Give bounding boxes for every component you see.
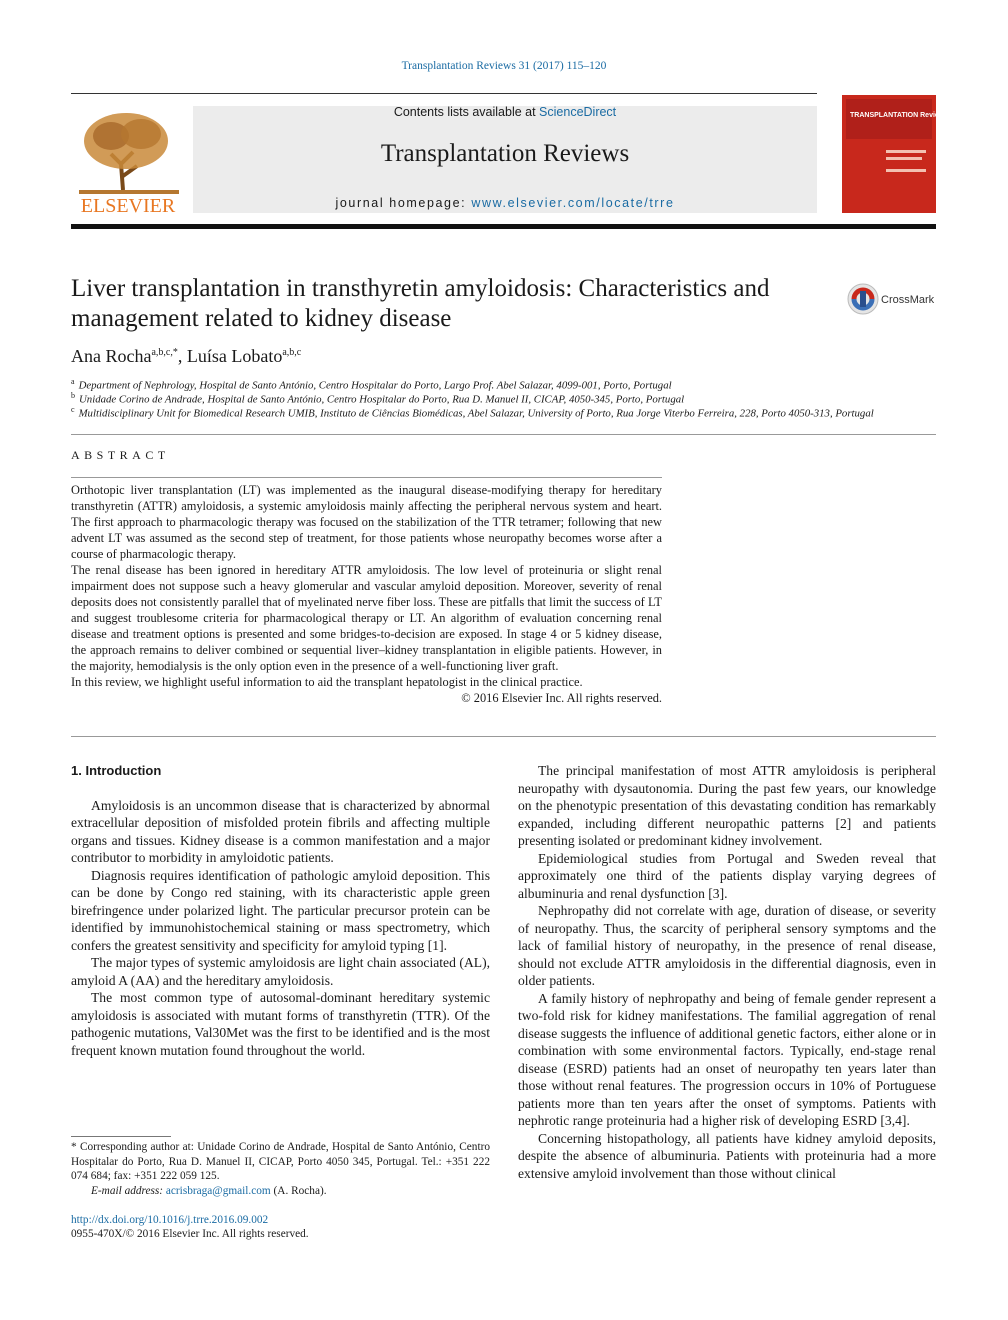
body-paragraph: The most common type of autosomal-dominant hereditary systemic amyloidosis is associated with mutant forms of transthyretin (TTR). Of the pathogenic mutations, Val30Met was the first to be identified and is the most frequent known mutation found throughout the world.	[71, 990, 490, 1058]
affiliation-text: Department of Nephrology, Hospital de Santo António, Centro Hospitalar do Porto, Largo Prof. Abel Salazar, 4099-001, Porto, Portugal	[78, 379, 672, 392]
author-affiliation-marks[interactable]: a,b,c	[282, 347, 302, 358]
email-label: E-mail address:	[91, 1184, 166, 1197]
abstract-paragraph: Orthotopic liver transplantation (LT) was implemented as the inaugural disease-modifying therapy for hereditary transthyretin (ATTR) amyloidosis, a systemic amyloidosis mainly affecting the peripheral nervous system and heart. The first approach to pharmacologic therapy was focused on the stabilization of the TTR tetramer; following that new advent LT was assumed as the second step of treatment, for those patients whose neuropathy becomes worse after a course of pharmacologic therapy.	[71, 483, 662, 561]
author-affiliation-marks[interactable]: a,b,c,*	[151, 347, 178, 358]
author-list	[71, 346, 301, 367]
affiliation	[71, 391, 936, 406]
affiliation-mark: a	[71, 377, 75, 386]
affiliation-text: Multidisciplinary Unit for Biomedical Research UMIB, Instituto de Ciências Biomédicas, Abel Salazar, University of Porto, Rua Jorge Viterbo Ferreira, 228, Porto 4050-313, Portugal	[78, 407, 874, 420]
sciencedirect-link[interactable]: ScienceDirect	[539, 105, 617, 119]
journal-citation[interactable]: Transplantation Reviews 31 (2017) 115–120	[401, 60, 607, 72]
affiliation	[71, 405, 936, 420]
body-right-column	[518, 762, 936, 1182]
section-heading: 1. Introduction	[71, 763, 162, 778]
affiliation	[71, 377, 936, 392]
contents-line	[193, 105, 817, 119]
body-paragraph: Concerning histopathology, all patients have kidney amyloid deposits, despite the absence of albuminuria. Patients with proteinuria had a more extensive amyloid involvement than those without clinical	[518, 1130, 936, 1181]
affiliation-text: Unidade Corino de Andrade, Hospital de Santo António, Centro Hospitalar do Porto, Rua D. Manuel II, CICAP, 4050-345, Porto, Portugal	[79, 393, 685, 406]
homepage-prefix: journal homepage:	[335, 196, 472, 210]
affiliation-mark: c	[71, 405, 75, 414]
issn-line: 0955-470X/© 2016 Elsevier Inc. All rights reserved.	[71, 1228, 309, 1240]
copyright-notice: © 2016 Elsevier Inc. All rights reserved.	[461, 691, 662, 705]
abstract-paragraph: The renal disease has been ignored in hereditary ATTR amyloidosis. The low level of proteinuria or slight renal impairment does not suppose such a heavy glomerular and vascular amyloid deposition. Moreover, severity of renal deposits does not consistently parallel that of myelinated nerve fiber loss. These are pitfalls that limit the success of LT and suggest troublesome criteria for pharmacological therapy or LT. An algorithm of evaluation concerning renal disease and treatment options is presented and some bridges-to-decision are exposed. In stage 4 or 5 kidney disease, the approach remains to deliver combined or sequential liver–kidney transplantation in eligible patients. However, in the majority, hemodialysis is the only option even in the presence of a well-functioning liver graft.	[71, 563, 662, 673]
body-paragraph: Diagnosis requires identification of pathologic amyloid deposition. This can be done by Congo red staining, with its characteristic apple green birefringence under polarized light. The particular precursor protein can be identified by immunohistochemical staining or mass spectrometry, which confers the greatest sensitivity and specificity for amyloid typing [1].	[71, 867, 490, 953]
body-paragraph: Nephropathy did not correlate with age, duration of disease, or severity of neuropathy. Thus, the scarcity of peripheral sensory symptoms and the lack of familial history of neuropathy, in the presence of renal disease, should not exclude ATTR amyloidosis in the differential diagnosis, even in older patients.	[518, 903, 936, 988]
cover-title: TRANSPLANTATION Reviews	[850, 112, 949, 119]
doi-link[interactable]	[71, 1214, 268, 1226]
body-paragraph: A family history of nephropathy and being of female gender represent a two-fold risk for kidney manifestations. The familial aggregation of renal disease suggests the influence of additional genetic factors, either alone or in combination with some environmental factors. Typically, end-stage renal disease (ESRD) patients had an onset of neuropathy ten years later than those without renal features. The progression occurs in 10% of Portuguese patients more than ten years after the onset of symptoms. Patients with nephrotic range proteinuria had a higher risk of developing ESRD [3,4].	[518, 990, 936, 1128]
footnote-text: * Corresponding author at: Unidade Corino de Andrade, Hospital de Santo António, Centro Hospitalar do Porto, Rua D. Manuel II, CICAP, Porto 4050 345, Portugal. Tel.: +351 222 074 684; fax: +351 222 059 125.	[71, 1141, 490, 1182]
abstract-body	[71, 482, 662, 706]
body-left-column	[71, 762, 490, 1059]
crossmark-icon	[847, 283, 937, 315]
author-name[interactable]: Luísa Lobato	[186, 346, 283, 366]
doi-url[interactable]: http://dx.doi.org/10.1016/j.trre.2016.09.002	[71, 1214, 269, 1226]
homepage-link[interactable]: www.elsevier.com/locate/trre	[471, 196, 675, 210]
divider	[71, 736, 936, 737]
elsevier-logo[interactable]	[71, 106, 186, 217]
crossmark-label: CrossMark	[881, 294, 935, 306]
article-title: Liver transplantation in transthyretin amyloidosis: Characteristics and management related to kidney disease	[71, 275, 770, 332]
elsevier-wordmark: ELSEVIER	[80, 195, 176, 217]
corresponding-author-footnote	[71, 1140, 490, 1198]
email-link[interactable]: acrisbraga@gmail.com	[165, 1184, 271, 1197]
header-rule	[71, 224, 936, 229]
elsevier-tree-icon	[71, 106, 186, 217]
author-name[interactable]: Ana Rocha	[71, 346, 152, 366]
homepage-line	[193, 196, 817, 210]
footnote-divider	[71, 1136, 171, 1137]
email-suffix: (A. Rocha).	[270, 1184, 327, 1197]
journal-cover-thumbnail[interactable]	[842, 95, 949, 213]
body-paragraph: The major types of systemic amyloidosis are light chain associated (AL), amyloid A (AA) and the hereditary amyloidosis.	[71, 955, 490, 988]
journal-name: Transplantation Reviews	[380, 140, 630, 167]
footnote-email-line	[71, 1184, 490, 1199]
divider	[71, 477, 662, 478]
abstract-heading: ABSTRACT	[71, 448, 170, 462]
affiliation-mark: b	[71, 391, 75, 400]
divider	[71, 434, 936, 435]
crossmark-badge[interactable]	[847, 283, 937, 315]
body-paragraph: Epidemiological studies from Portugal and Sweden reveal that approximately one third of the patients display varying degrees of albuminuria and renal dysfunction [3].	[518, 850, 936, 901]
abstract-paragraph: In this review, we highlight useful information to aid the transplant hepatologist in the clinical practice.	[71, 675, 583, 689]
body-paragraph: Amyloidosis is an uncommon disease that is characterized by abnormal extracellular deposition of misfolded protein fibrils and affecting multiple organs and tissues. Kidney disease is a common manifestation and a major contributor to morbidity in amyloidotic patients.	[71, 797, 490, 865]
contents-prefix: Contents lists available at	[393, 105, 540, 119]
author-separator: ,	[177, 346, 187, 366]
body-paragraph: The principal manifestation of most ATTR amyloidosis is peripheral neuropathy with dysautonomia. During the past few years, our knowledge on the phenotypic presentation of this devastating condition has remarkably expanded, including different neuropathic patterns [2] and patients presenting isolated or predominant kidney involvement.	[518, 763, 936, 848]
journal-cover-image	[842, 95, 949, 213]
